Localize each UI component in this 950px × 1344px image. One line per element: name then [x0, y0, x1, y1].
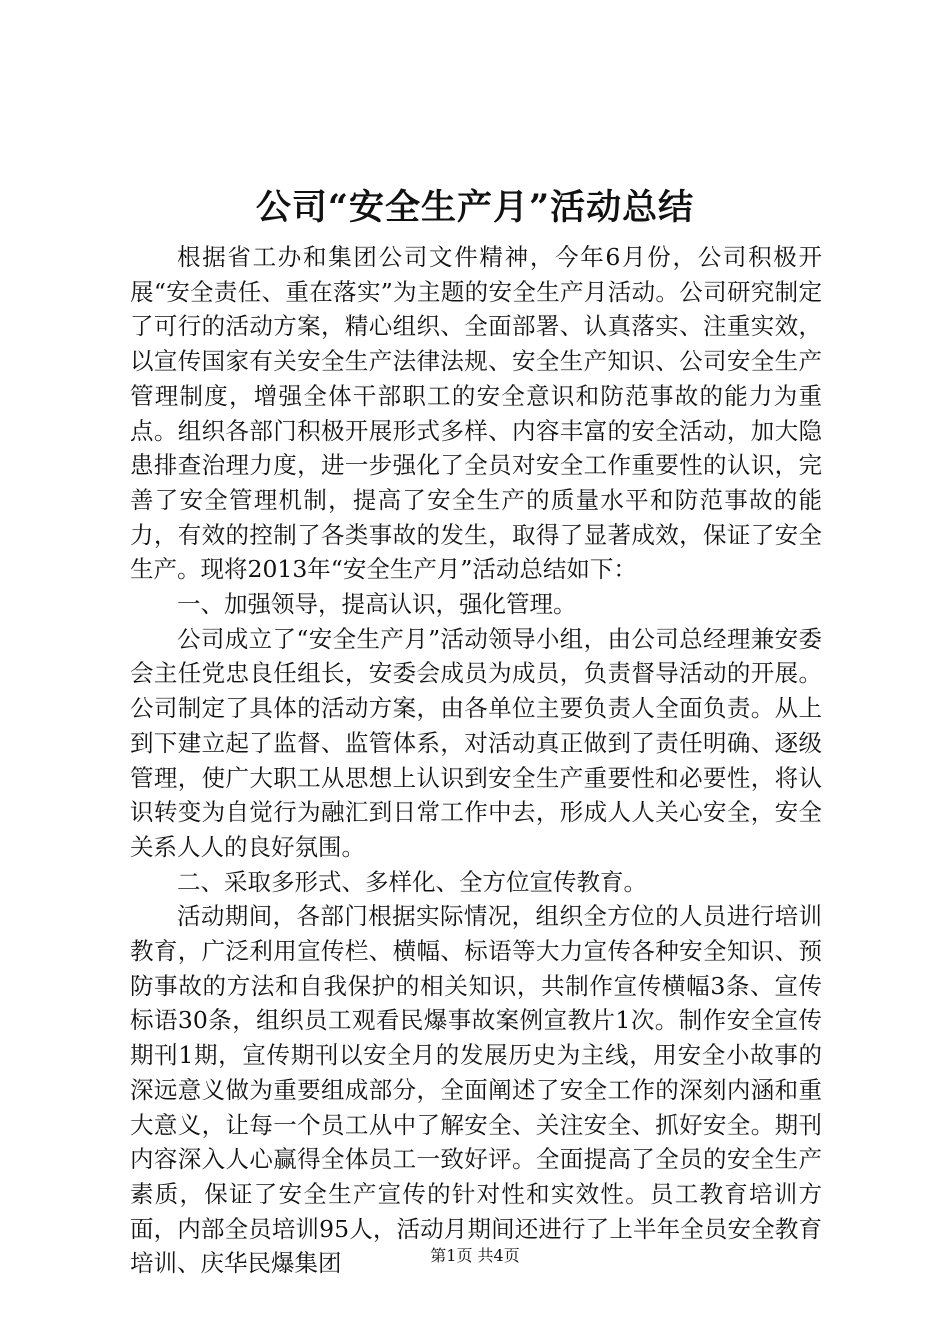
intro-paragraph: 根据省工办和集团公司文件精神，今年6月份，公司积极开展“安全责任、重在落实”为主题的安全生产月活动。公司研究制定了可行的活动方案，精心组织、全面部署、认真落实、注重实效，以宣传国家有关安全生产法律法规、安全生产知识、公司安全生产管理制度，增强全体干部职工的安全意识和防范事故的能力为重点。组织各部门积极开展形式多样、内容丰富的安全活动，加大隐患排查治理力度，进一步强化了全员对安全工作重要性的认识，完善了安全管理机制，提高了安全生产的质量水平和防范事故的能力，有效的控制了各类事故的发生，取得了显著成效，保证了安全生产。现将2013年“安全生产月”活动总结如下：: [130, 243, 822, 584]
page-footer: 第1页 共4页: [430, 1246, 520, 1265]
document-body: [130, 240, 822, 1281]
document-title: 公司“安全生产月”活动总结: [255, 187, 695, 228]
section-heading-1: 一、加强领导，提高认识，强化管理。: [177, 590, 577, 619]
section-heading-2: 二、采取多形式、多样化、全方位宣传教育。: [177, 867, 647, 896]
section-2-paragraph: 活动期间，各部门根据实际情况，组织全方位的人员进行培训教育，广泛利用宣传栏、横幅、标语等大力宣传各种安全知识、预防事故的方法和自我保护的相关知识，共制作宣传横幅3条、宣传标语30条，组织员工观看民爆事故案例宣教片1次。制作安全宣传期刊1期，宣传期刊以安全月的发展历史为主线，用安全小故事的深远意义做为重要组成部分，全面阐述了安全工作的深刻内涵和重大意义，让每一个员工从中了解安全、关注安全、抓好安全。期刊内容深入人心赢得全体员工一致好评。全面提高了全员的安全生产素质，保证了安全生产宣传的针对性和实效性。员工教育培训方面，内部全员培训95人，活动月期间还进行了上半年全员安全教育培训、庆华民爆集团: [130, 902, 822, 1278]
section-1-paragraph: 公司成立了“安全生产月”活动领导小组，由公司总经理兼安委会主任党忠良任组长，安委会成员为成员，负责督导活动的开展。公司制定了具体的活动方案，由各单位主要负责人全面负责。从上到下建立起了监督、监管体系，对活动真正做到了责任明确、逐级管理，使广大职工从思想上认识到安全生产重要性和必要性，将认识转变为自觉行为融汇到日常工作中去，形成人人关心安全，安全关系人人的良好氛围。: [130, 624, 822, 861]
